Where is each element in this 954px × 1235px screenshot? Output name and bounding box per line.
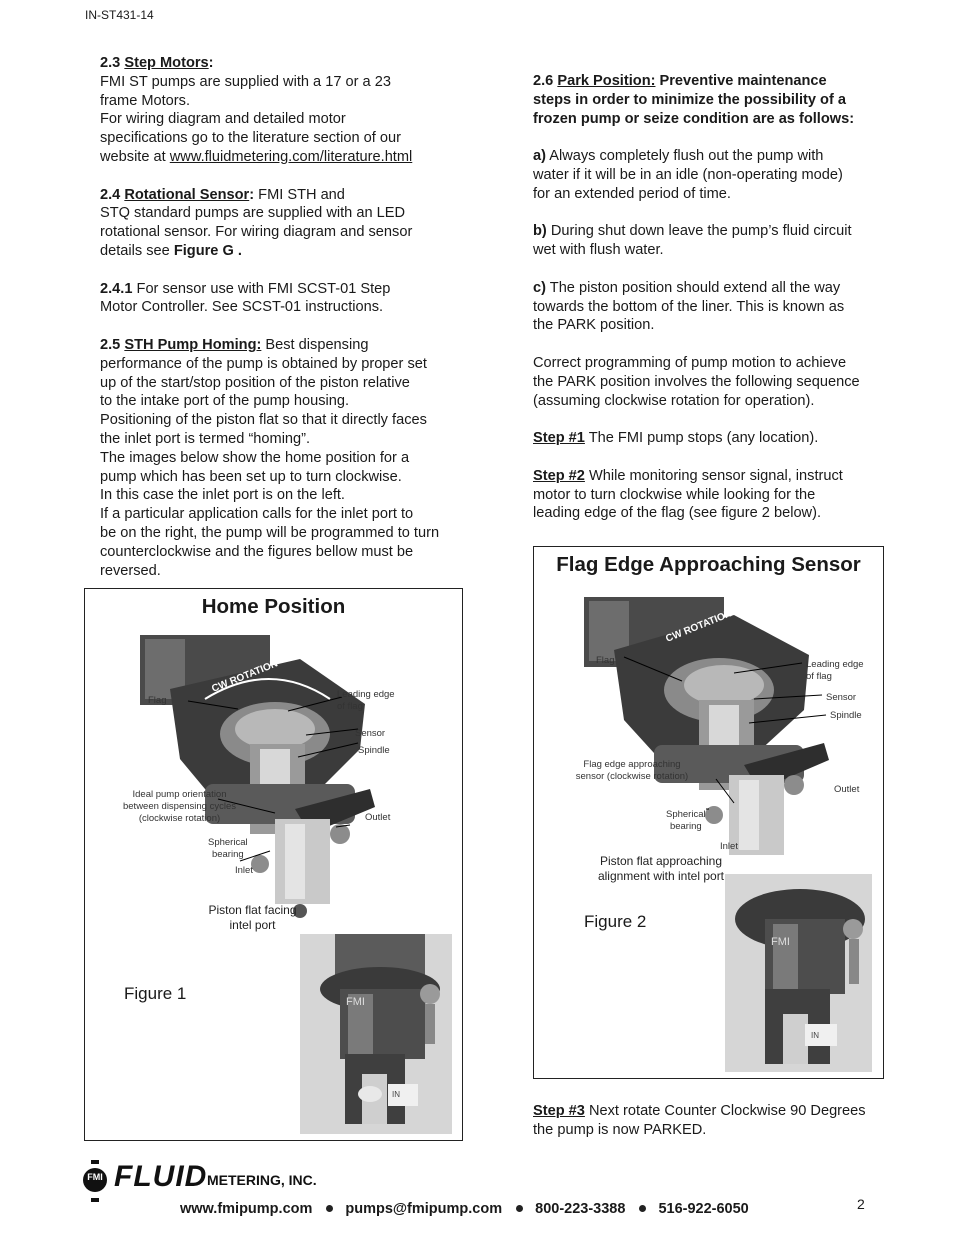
sensor-label: Sensor (826, 692, 857, 703)
cw-rotation-label: CW ROTATION (664, 608, 734, 645)
bullet-icon (516, 1205, 523, 1212)
text-line: wet with flush water. (533, 242, 664, 259)
figure-1-title: Home Position (201, 595, 346, 618)
text-line: rotational sensor. For wiring diagram and sensor (100, 224, 413, 241)
section-2-6-heading: 2.6 Park Position: Preventive maintenance (533, 73, 827, 89)
text-line: be on the right, the pump will be programmed to turn (100, 524, 440, 541)
text-line: (assuming clockwise rotation for operation). (533, 392, 815, 409)
phone-local: 516-922-6050 (658, 1201, 749, 1217)
outlet-label: Outlet (834, 784, 860, 795)
text-line: If a particular application calls for the inlet port to (100, 506, 414, 523)
logo-badge-text: FMI (87, 1172, 103, 1182)
fmi-mark: FMI (771, 936, 790, 948)
text-line: the inlet port is termed “homing”. (100, 430, 311, 447)
text-line: pump which has been set up to turn clockwise. (100, 468, 402, 485)
text-line: the pump is now PARKED. (533, 1121, 707, 1138)
page-number: 2 (857, 1196, 865, 1212)
text-line: Correct programming of pump motion to achieve (533, 354, 847, 371)
text-line: Positioning of the piston flat so that it directly faces (100, 412, 427, 429)
leading-edge-label: Leading edge of flag (337, 689, 395, 712)
literature-link[interactable]: www.fluidmetering.com/literature.html (169, 148, 413, 165)
text-line: the PARK position. (533, 317, 655, 334)
text-line: specifications go to the literature section of our (100, 130, 401, 147)
text-line: FMI ST pumps are supplied with a 17 or a 23 (100, 73, 391, 90)
text-line: frozen pump or seize condition are as follows: (533, 110, 855, 127)
section-2-5-heading: 2.5 STH Pump Homing: Best dispensing (100, 336, 369, 353)
text-line: In this case the inlet port is on the left. (100, 487, 345, 504)
phone-tollfree: 800-223-3388 (535, 1201, 626, 1217)
fmi-badge-icon (82, 1158, 108, 1208)
section-2-4-heading: 2.4 Rotational Sensor: FMI STH and (100, 186, 345, 203)
leading-edge-label: Leading edge of flag (806, 659, 864, 682)
figure-1-label: Figure 1 (124, 984, 187, 1003)
text-line: Step #3 Next rotate Counter Clockwise 90 Degrees (533, 1103, 866, 1119)
text-line: details see Figure G . (100, 242, 242, 259)
figure-2-diagram (554, 595, 874, 865)
figure-2-caption: Piston flat approaching alignment with intel port (597, 854, 725, 883)
cw-rotation-label: CW ROTATION (210, 658, 280, 695)
inlet-label: Inlet (235, 865, 253, 876)
email-link[interactable]: pumps@fmipump.com (345, 1201, 503, 1217)
spherical-bearing-label: Spherical bearing (208, 837, 248, 860)
outlet-label: Outlet (365, 812, 391, 823)
text-line: For wiring diagram and detailed motor (100, 111, 346, 128)
text-line: to the intake port of the pump housing. (100, 393, 350, 410)
flag-label: Flag (596, 655, 615, 666)
step-3 (533, 1102, 913, 1140)
figure-1-caption: Piston flat facing intel port (208, 903, 297, 932)
step-1: Step #1 The FMI pump stops (any location). (533, 430, 819, 447)
figure-2-title: Flag Edge Approaching Sensor (556, 553, 861, 576)
in-mark: IN (811, 1031, 819, 1040)
fmi-mark: FMI (346, 996, 365, 1008)
text-line: The images below show the home position for a (100, 449, 410, 466)
sensor-label: Sensor (355, 728, 386, 739)
step-a: a) Always completely flush out the pump with (533, 148, 824, 165)
text-line: up of the start/stop position of the piston relative (100, 374, 410, 391)
website-link[interactable]: www.fmipump.com (180, 1201, 313, 1217)
figure-1-diagram (110, 629, 440, 919)
text-line: the PARK position involves the following sequence (533, 373, 860, 390)
bullet-icon (639, 1205, 646, 1212)
figure-2-photo (725, 874, 872, 1072)
text-line: reversed. (100, 562, 161, 579)
spindle-label: Spindle (358, 745, 390, 756)
text-line: Motor Controller. See SCST-01 instructions. (100, 299, 384, 316)
footer-contact (180, 1201, 749, 1217)
logo-wordmark: FLUID (114, 1160, 208, 1193)
text-line: steps in order to minimize the possibility of a (533, 91, 847, 108)
figure-1-box (84, 588, 463, 1141)
section-2-3-heading: 2.3 Step Motors: (100, 55, 214, 71)
text-line: frame Motors. (100, 92, 191, 109)
figure-1-photo (300, 934, 452, 1134)
step-b: b) During shut down leave the pump’s fluid circuit (533, 223, 852, 240)
right-column (533, 72, 903, 523)
text-line: motor to turn clockwise while looking for the (533, 486, 816, 503)
text-line: performance of the pump is obtained by proper set (100, 355, 427, 372)
text-line: towards the bottom of the liner. This is known as (533, 298, 845, 315)
flag-label: Flag (148, 695, 167, 706)
spindle-label: Spindle (830, 710, 862, 721)
step-2: Step #2 While monitoring sensor signal, instruct (533, 467, 843, 484)
text-line: counterclockwise and the figures bellow must be (100, 543, 414, 560)
text-line: STQ standard pumps are supplied with an LED (100, 205, 406, 222)
text-line: water if it will be in an idle (non-operating mode) (533, 166, 843, 183)
text-line: for an extended period of time. (533, 185, 731, 202)
spherical-bearing-label: Spherical bearing (666, 809, 706, 832)
text-line: website at www.fluidmetering.com/literature.html (100, 148, 413, 165)
flag-edge-approaching-label: Flag edge approaching sensor (clockwise rotation) (575, 759, 689, 782)
bullet-icon (326, 1205, 333, 1212)
step-c: c) The piston position should extend all the way (533, 279, 841, 296)
text-line: leading edge of the flag (see figure 2 below). (533, 505, 822, 522)
figure-2-box (533, 546, 884, 1079)
in-mark: IN (392, 1090, 400, 1099)
section-2-4-1: 2.4.1 For sensor use with FMI SCST-01 Step (100, 280, 391, 297)
inlet-label: Inlet (720, 841, 738, 852)
figure-2-label: Figure 2 (584, 912, 647, 931)
document-id: IN-ST431-14 (85, 8, 154, 22)
logo-subtitle: METERING, INC. (207, 1172, 317, 1188)
ideal-orientation-label: Ideal pump orientation between dispensing cycles (clockwise rotation) (122, 789, 236, 824)
left-column (100, 54, 470, 580)
